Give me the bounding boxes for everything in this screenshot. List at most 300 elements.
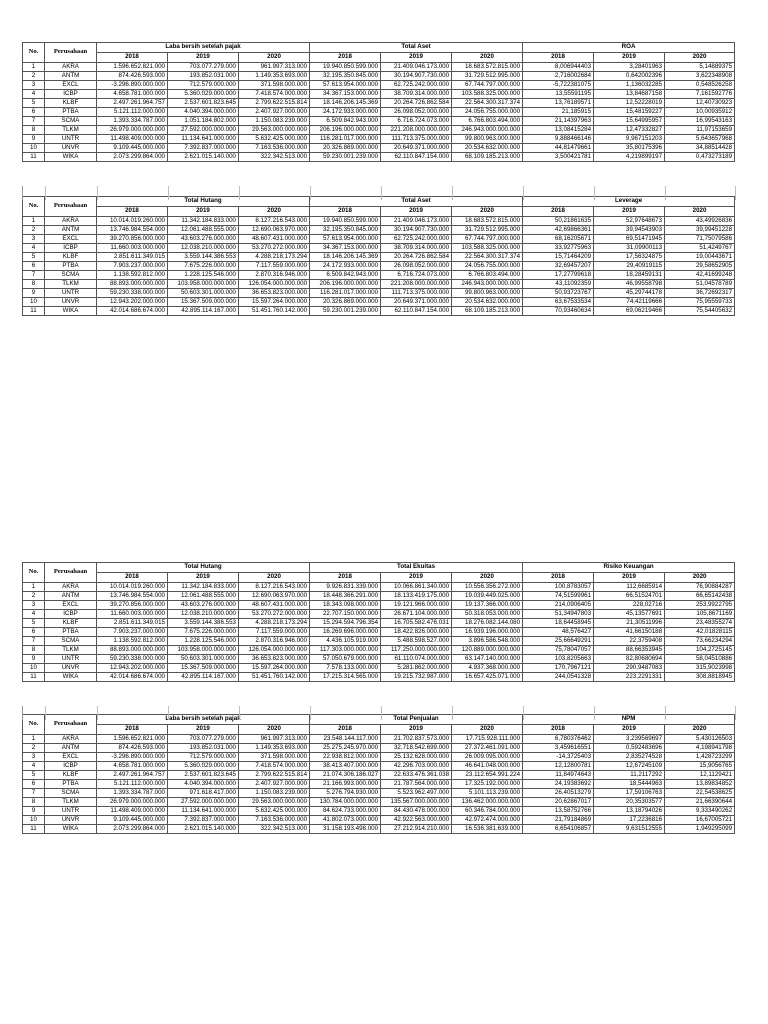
value-cell: 1.138.592.812.000 [97,637,168,646]
row-number: 11 [23,307,45,316]
value-cell: 130.784.000.000.000 [310,798,381,807]
company-name: KLBF [45,99,97,108]
value-cell: 5.121.112.000.000 [97,108,168,117]
value-cell: 103.958.000.000.000 [168,280,239,289]
value-cell: -5,722381075 [523,81,594,90]
value-cell: 26.098.052.000.000 [381,108,452,117]
value-cell: 13,84687158 [594,90,665,99]
value-cell: 38.709.314.000.000 [381,90,452,99]
value-cell: 874.426.593.000 [97,744,168,753]
value-cell: 3.559.144.386.553 [168,619,239,628]
value-cell: 31.158.193.498.000 [310,825,381,834]
value-cell: 7.578.133.000.000 [310,664,381,673]
value-cell: 71,75079586 [665,235,735,244]
table-row [23,771,735,780]
value-cell: 135.567.000.000.000 [381,798,452,807]
value-cell: 21,66390644 [665,798,735,807]
value-cell: 170,7967121 [523,664,594,673]
value-cell: 308,8818945 [665,673,735,682]
company-name: PTBA [45,628,97,637]
row-number: 1 [23,217,45,226]
row-number: 1 [23,583,45,592]
value-cell: 7.903.237.000.000 [97,262,168,271]
value-cell: 17,2236816 [594,816,665,825]
value-cell: 57.050.679.000.000 [310,655,381,664]
value-cell: 12,52228019 [594,99,665,108]
company-name: PTBA [45,780,97,789]
company-name: KLBF [45,619,97,628]
value-cell: 0,642002396 [594,72,665,81]
value-cell: 10.066.861.340.000 [381,583,452,592]
value-cell: 13,76189571 [523,99,594,108]
year-header: 2018 [523,53,594,63]
value-cell: 25.275.245.970.000 [310,744,381,753]
value-cell: 23.112.654.991.224 [452,771,523,780]
table-row [23,135,735,144]
value-cell: 21.409.046.173.000 [381,217,452,226]
year-header: 2019 [381,573,452,583]
column-header-no: No. [23,715,45,735]
table-row [23,244,735,253]
value-cell: 712.579.000.000 [168,753,239,762]
value-cell: 26.009.095.000.000 [452,753,523,762]
value-cell: 117.303.000.000.000 [310,646,381,655]
value-cell: 63.147.140.000.000 [452,655,523,664]
value-cell: 75,95559733 [665,298,735,307]
table-row [23,744,735,753]
year-header: 2018 [97,207,168,217]
value-cell: 15,48159227 [594,108,665,117]
value-cell: 12.690.063.970.000 [239,592,310,601]
value-cell: 19.039.449.025.000 [452,592,523,601]
row-number: 6 [23,262,45,271]
value-cell: 62.110.847.154.000 [381,307,452,316]
value-cell: 103.588.325.000.000 [452,244,523,253]
header-row-years [23,725,735,735]
year-header: 2020 [452,207,523,217]
value-cell: 5.360.029.000.000 [168,90,239,99]
value-cell: 874.426.593.000 [97,72,168,81]
year-header: 2019 [381,207,452,217]
value-cell: 7.392.837.000.000 [168,144,239,153]
value-cell: 228,02716 [594,601,665,610]
value-cell: 7.163.536.000.000 [239,144,310,153]
value-cell: 22.564.300.317.374 [452,253,523,262]
company-name: UNTR [45,135,97,144]
company-name: UNVR [45,298,97,307]
table-row [23,807,735,816]
data-table-4 [22,714,735,834]
value-cell: 0,592483696 [594,744,665,753]
value-cell: 17,27799618 [523,271,594,280]
table-row [23,289,735,298]
value-cell: 22.633.476.361.038 [381,771,452,780]
value-cell: 2.851.611.349.015 [97,253,168,262]
table-row [23,253,735,262]
value-cell: 2,716002684 [523,72,594,81]
value-cell: 19.940.850.599.000 [310,217,381,226]
value-cell: 221.208.000.000.000 [381,126,452,135]
value-cell: 34.367.153.000.000 [310,90,381,99]
value-cell: 42.972.474.000.000 [452,816,523,825]
value-cell: 13,89834852 [665,780,735,789]
value-cell: 51,4249767 [665,244,735,253]
company-name: UNTR [45,807,97,816]
value-cell: 18.146.206.145.369 [310,253,381,262]
table-row [23,144,735,153]
value-cell: 961.997.313.000 [239,63,310,72]
row-number: 9 [23,135,45,144]
value-cell: 8,006944403 [523,63,594,72]
value-cell: 11.342.184.833.000 [168,217,239,226]
value-cell: 27.372.461.091.000 [452,744,523,753]
table-row [23,583,735,592]
value-cell: 57.613.954.000.000 [310,81,381,90]
value-cell: 116.281.017.000.000 [310,289,381,298]
value-cell: 5,14889375 [665,63,735,72]
year-header: 2018 [310,573,381,583]
value-cell: 1.228.125.546.000 [168,637,239,646]
year-header: 2020 [239,573,310,583]
value-cell: 26.979.000.000.000 [97,126,168,135]
company-name: WIKA [45,673,97,682]
year-header: 2018 [97,573,168,583]
value-cell: 712.579.000.000 [168,81,239,90]
column-header-no: No. [23,563,45,583]
value-cell: 11.342.184.833.000 [168,583,239,592]
data-table-3 [22,562,735,682]
value-cell: 16.705.582.476.031 [381,619,452,628]
value-cell: 16.536.381.639.000 [452,825,523,834]
value-cell: 16.939.196.000.000 [452,628,523,637]
value-cell: 12.061.488.555.000 [168,226,239,235]
value-cell: 6,654106857 [523,825,594,834]
value-cell: 126.054.000.000.000 [239,646,310,655]
company-name: PTBA [45,262,97,271]
value-cell: 11.134.641.000.000 [168,135,239,144]
value-cell: 29,40919115 [594,262,665,271]
value-cell: 29,58652905 [665,262,735,271]
value-cell: 2.073.299.864.000 [97,153,168,162]
company-name: UNVR [45,664,97,673]
value-cell: 193.852.031.000 [168,744,239,753]
table-row [23,592,735,601]
header-row-years [23,207,735,217]
value-cell: 48.607.431.000.000 [239,235,310,244]
value-cell: 5.360.029.000.000 [168,762,239,771]
value-cell: 111.713.375.000.000 [381,289,452,298]
value-cell: 42.014.686.674.000 [97,673,168,682]
value-cell: 24.172.933.000.000 [310,108,381,117]
row-number: 5 [23,99,45,108]
value-cell: 18.146.206.145.369 [310,99,381,108]
year-header: 2018 [310,725,381,735]
value-cell: 18.276.082.144.080 [452,619,523,628]
value-cell: 19,00443671 [665,253,735,262]
company-name: AKRA [45,583,97,592]
value-cell: 246.943.000.000.000 [452,280,523,289]
table-row [23,262,735,271]
value-cell: 10.556.356.272.000 [452,583,523,592]
value-cell: 27.212.914.210.000 [381,825,452,834]
value-cell: 5.121.112.000.000 [97,780,168,789]
company-name: TLKM [45,280,97,289]
value-cell: 7,161592776 [665,90,735,99]
row-number: 11 [23,825,45,834]
value-cell: 111.713.375.000.000 [381,135,452,144]
value-cell: 2.073.299.864.000 [97,825,168,834]
value-cell: 126.054.000.000.000 [239,280,310,289]
table-row [23,735,735,744]
row-number: 2 [23,226,45,235]
value-cell: 5.101.113.239.000 [452,789,523,798]
value-cell: 22,3759408 [594,637,665,646]
value-cell: 9.109.445.000.000 [97,144,168,153]
value-cell: 7.163.536.000.000 [239,816,310,825]
company-name: UNVR [45,144,97,153]
value-cell: 4.040.394.000.000 [168,108,239,117]
value-cell: 315,9023998 [665,664,735,673]
value-cell: 1.149.353.693.000 [239,72,310,81]
value-cell: 36,72692317 [665,289,735,298]
row-number: 9 [23,289,45,298]
value-cell: 32.718.542.699.000 [381,744,452,753]
value-cell: 100,8783057 [523,583,594,592]
value-cell: 15.367.509.000.000 [168,664,239,673]
column-header-no: No. [23,197,45,217]
value-cell: 12,47332827 [594,126,665,135]
column-header-no: No. [23,43,45,63]
value-cell: 2.870.316.946.000 [239,271,310,280]
value-cell: 1.393.334.787.000 [97,117,168,126]
year-header: 2019 [381,725,452,735]
value-cell: 2.799.622.515.814 [239,99,310,108]
value-cell: 66,65142438 [665,592,735,601]
value-cell: 66,51524701 [594,592,665,601]
value-cell: 2.537.601.823.645 [168,771,239,780]
table-row [23,780,735,789]
value-cell: 24.056.755.000.000 [452,262,523,271]
row-number: 7 [23,789,45,798]
value-cell: 68.109.185.213.000 [452,307,523,316]
company-name: WIKA [45,825,97,834]
year-header: 2019 [168,573,239,583]
table-row [23,117,735,126]
value-cell: 63,67533534 [523,298,594,307]
table-row [23,235,735,244]
value-cell: 703.077.279.000 [168,63,239,72]
value-cell: 0,473273189 [665,153,735,162]
value-cell: 42.296.703.000.000 [381,762,452,771]
company-name: EXCL [45,81,97,90]
value-cell: 9,888466146 [523,135,594,144]
table-row [23,99,735,108]
value-cell: 48.607.431.000.000 [239,601,310,610]
value-cell: 21,185915 [523,108,594,117]
value-cell: 45,13577691 [594,610,665,619]
value-cell: 5.281.862.000.000 [381,664,452,673]
value-cell: 7.903.237.000.000 [97,628,168,637]
value-cell: 32.195.350.845.000 [310,226,381,235]
value-cell: 15.597.264.000.000 [239,664,310,673]
company-name: ICBP [45,762,97,771]
row-number: 10 [23,816,45,825]
value-cell: 76,90884287 [665,583,735,592]
value-cell: 18.448.366.291.000 [310,592,381,601]
value-cell: 67.744.797.000.000 [452,81,523,90]
value-cell: 223,2291331 [594,673,665,682]
year-header: 2019 [594,573,665,583]
value-cell: 50.603.301.000.000 [168,289,239,298]
value-cell: 39.270.856.000.000 [97,235,168,244]
value-cell: 3.896.586.548.000 [452,637,523,646]
value-cell: 18.343.098.000.000 [310,601,381,610]
value-cell: 26.098.052.000.000 [381,262,452,271]
value-cell: 73,66234294 [665,637,735,646]
value-cell: 4.040.394.000.000 [168,780,239,789]
value-cell: 60.346.784.000.000 [452,807,523,816]
value-cell: 2.407.927.000.000 [239,780,310,789]
value-cell: 20.326.869.000.000 [310,144,381,153]
value-cell: 17,56324875 [594,253,665,262]
value-cell: 22.707.150.000.000 [310,610,381,619]
row-number: 2 [23,592,45,601]
value-cell: 0,548526258 [665,81,735,90]
row-number: 1 [23,735,45,744]
company-name: EXCL [45,601,97,610]
value-cell: 1.150.083.239.000 [239,117,310,126]
value-cell: 1.596.652.821.000 [97,63,168,72]
value-cell: 21.074.306.186.027 [310,771,381,780]
value-cell: 246.943.000.000.000 [452,126,523,135]
value-cell: 18.683.572.815.000 [452,63,523,72]
value-cell: 2.497.261.964.757 [97,99,168,108]
row-number: 11 [23,673,45,682]
table-row [23,72,735,81]
header-row-groups [23,563,735,573]
year-header: 2018 [97,725,168,735]
row-number: 10 [23,144,45,153]
row-number: 7 [23,637,45,646]
value-cell: 42.922.563.000.000 [381,816,452,825]
table-row [23,90,735,99]
value-cell: 16,67005721 [665,816,735,825]
value-cell: 13,18794026 [594,807,665,816]
year-header: 2019 [594,53,665,63]
value-cell: 9,333490262 [665,807,735,816]
company-name: ICBP [45,90,97,99]
value-cell: 22.564.300.317.374 [452,99,523,108]
empty-row-gap-1 [22,186,736,200]
value-cell: 290,9487083 [594,664,665,673]
company-name: SCMA [45,271,97,280]
value-cell: 13.746.984.554.000 [97,226,168,235]
value-cell: 961.997.313.000 [239,735,310,744]
value-cell: 74,51599961 [523,592,594,601]
value-cell: 62.110.847.154.000 [381,153,452,162]
company-name: ANTM [45,226,97,235]
company-name: SCMA [45,117,97,126]
value-cell: 50,93723767 [523,289,594,298]
value-cell: 69,06219466 [594,307,665,316]
value-cell: 7.392.837.000.000 [168,816,239,825]
value-cell: 12.943.202.000.000 [97,298,168,307]
value-cell: 20.649.371.000.000 [381,298,452,307]
value-cell: 21.409.046.173.000 [381,63,452,72]
value-cell: 39,99451228 [665,226,735,235]
value-cell: 52,97648673 [594,217,665,226]
header-row-groups [23,43,735,53]
value-cell: 103,8205663 [523,655,594,664]
value-cell: 2.621.015.140.000 [168,153,239,162]
company-name: ANTM [45,72,97,81]
column-header-perusahaan: Perusahaan [45,715,97,735]
table-row [23,217,735,226]
value-cell: 53.270.272.000.000 [239,244,310,253]
value-cell: 43,49926836 [665,217,735,226]
value-cell: 15,71464209 [523,253,594,262]
value-cell: 36.653.823.000.000 [239,289,310,298]
value-cell: 10.014.019.260.000 [97,583,168,592]
year-header: 2018 [310,207,381,217]
table-row [23,307,735,316]
value-cell: 58,04510886 [665,655,735,664]
value-cell: 32,69457207 [523,262,594,271]
value-cell: 1,136032285 [594,81,665,90]
table-row [23,298,735,307]
company-name: TLKM [45,646,97,655]
table-row [23,655,735,664]
value-cell: 18,64458945 [523,619,594,628]
value-cell: 4.288.218.173.294 [239,253,310,262]
value-cell: 4.436.105.919.000 [310,637,381,646]
value-cell: 22.938.812.000.000 [310,753,381,762]
value-cell: 88.893.000.000.000 [97,646,168,655]
table-row [23,226,735,235]
value-cell: 42.014.686.674.000 [97,307,168,316]
table-row [23,646,735,655]
value-cell: 17.715.928.111.000 [452,735,523,744]
value-cell: 193.852.031.000 [168,72,239,81]
value-cell: 19.215.732.987.000 [381,673,452,682]
value-cell: 21.166.993.000.000 [310,780,381,789]
value-cell: 22,54538625 [665,789,735,798]
value-cell: 29.563.000.000.000 [239,126,310,135]
value-cell: 12.690.063.970.000 [239,226,310,235]
value-cell: 322.342.513.000 [239,153,310,162]
value-cell: 322.342.513.000 [239,825,310,834]
row-number: 7 [23,271,45,280]
value-cell: 68.109.185.213.000 [452,153,523,162]
value-cell: 59.230.338.000.000 [97,289,168,298]
value-cell: 10,00935912 [665,108,735,117]
value-cell: 46,99558798 [594,280,665,289]
company-name: KLBF [45,771,97,780]
table-row [23,825,735,834]
value-cell: 38.709.314.000.000 [381,244,452,253]
value-cell: 12,1129421 [665,771,735,780]
value-cell: 2.799.622.515.814 [239,771,310,780]
value-cell: 6.716.724.073.000 [381,271,452,280]
value-cell: 59.230.001.239.000 [310,307,381,316]
value-cell: 59.230.001.239.000 [310,153,381,162]
value-cell: 84.430.478.000.000 [381,807,452,816]
value-cell: 11.134.641.000.000 [168,807,239,816]
value-cell: 11,84974643 [523,771,594,780]
value-cell: 33,92775963 [523,244,594,253]
value-cell: 2.621.015.140.000 [168,825,239,834]
value-cell: 82,80680694 [594,655,665,664]
